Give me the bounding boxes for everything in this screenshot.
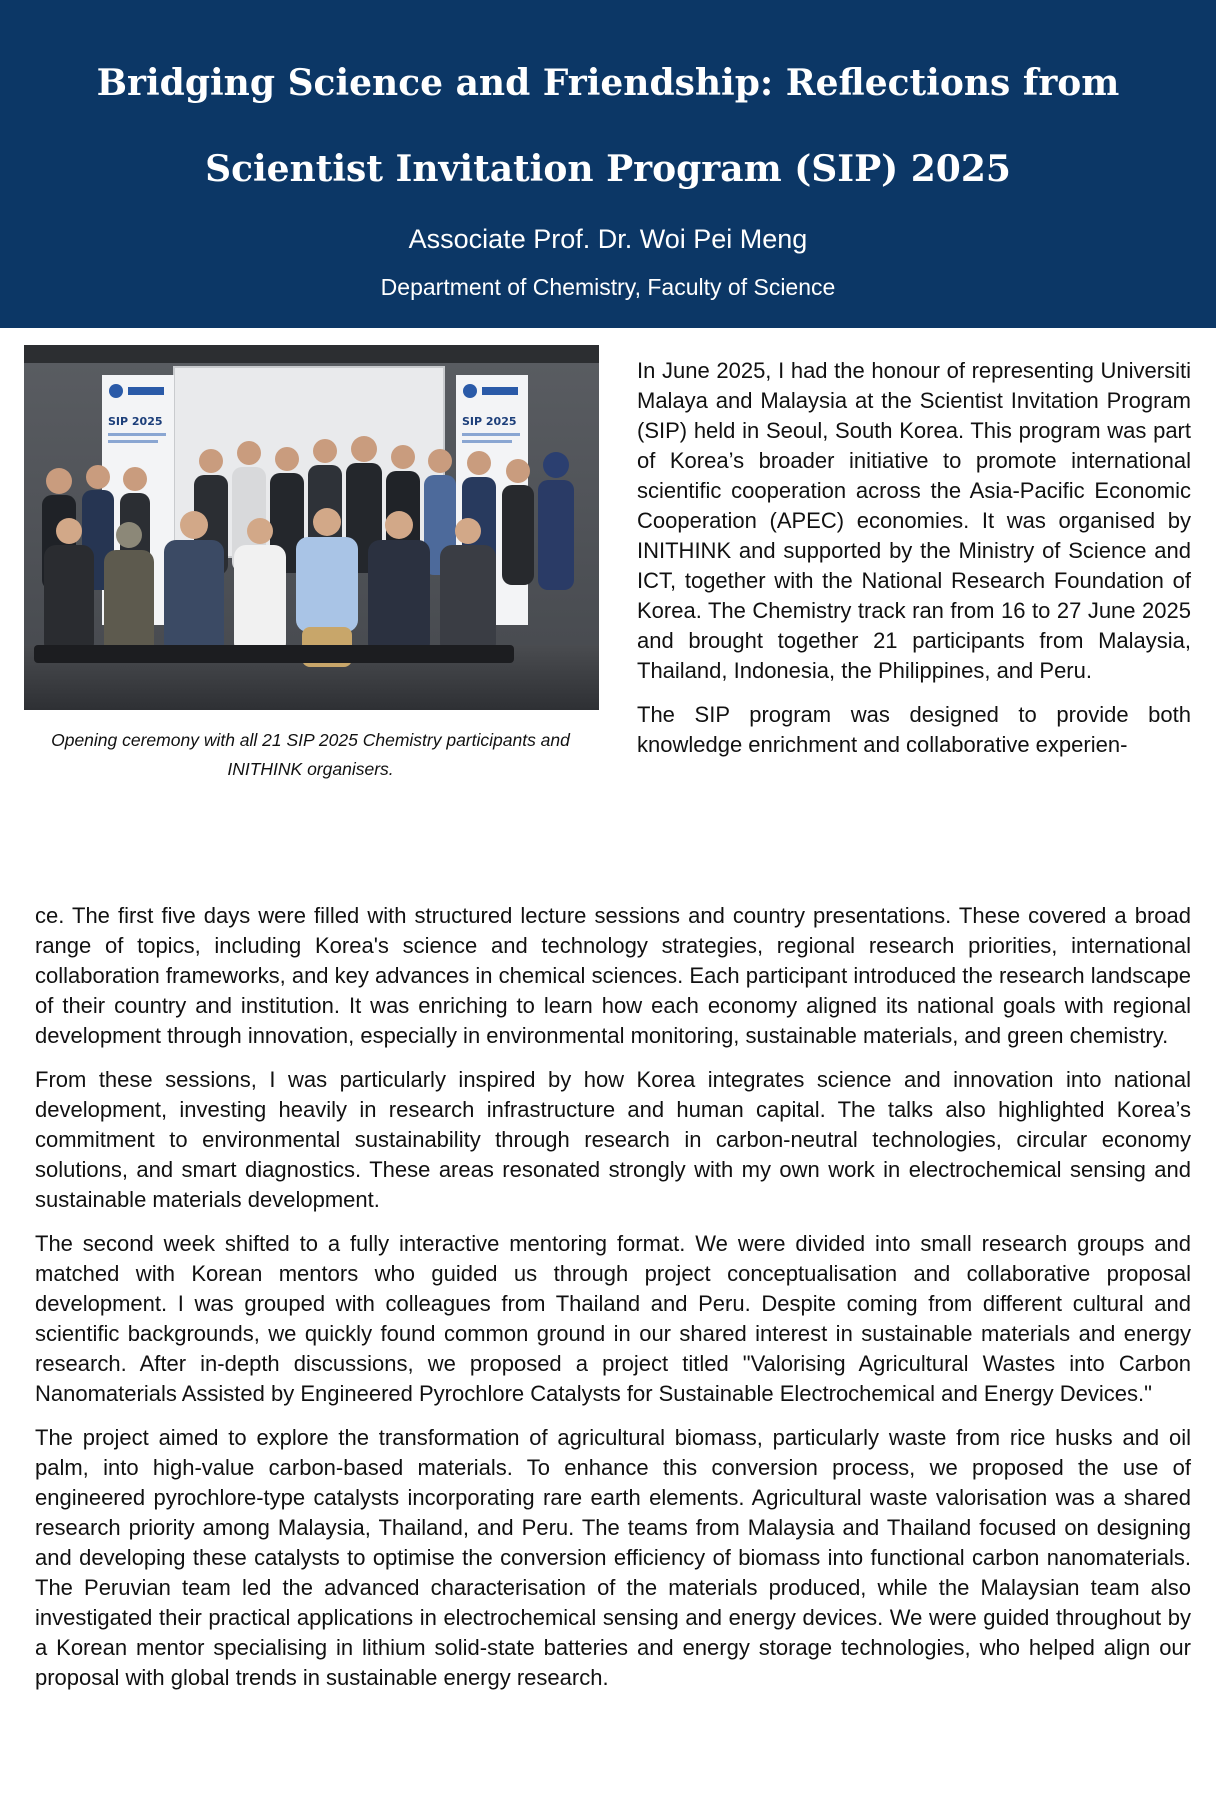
banner-left-label: SIP 2025: [108, 415, 163, 428]
banner-right-label: SIP 2025: [462, 415, 517, 428]
article-body-full-width: [35, 901, 1191, 1693]
photo-caption: Opening ceremony with all 21 SIP 2025 Chemistry participants and INITHINK organisers.: [51, 730, 570, 779]
group-photo: [24, 345, 599, 710]
paragraph-6: The project aimed to explore the transformation of agricultural biomass, particularly waste from rice husks and oil palm, into high-value carbon-based materials. To enhance this conversion process, we proposed the use of engineered pyrochlore-type catalysts incorporating rare earth elements. Agricultural waste valorisation was a shared research priority among Malaysia, Thailand, and Peru. The teams from Malaysia and Thailand focused on designing and developing these catalysts to optimise the conversion efficiency of biomass into functional carbon nanomaterials. The Peruvian team led the advanced characterisation of the materials produced, while the Malaysian team also investigated their practical applications in electrochemical sensing and energy devices. We were guided throughout by a Korean mentor specialising in lithium solid-state batteries and energy storage technologies, who helped align our proposal with global trends in sustainable energy research.: [35, 1425, 1191, 1690]
paragraph-2: The SIP program was designed to provide both knowledge enrichment and collaborative experien-: [637, 702, 1191, 757]
article-header: [0, 0, 1216, 328]
paragraph-1: In June 2025, I had the honour of representing Universiti Malaya and Malaysia at the Scientist Invitation Program (SIP) held in Seoul, South Korea. This program was part of Korea’s broader initiative to promote international scientific cooperation across the Asia-Pacific Economic Cooperation (APEC) economies. It was organised by INITHINK and supported by the Ministry of Science and ICT, together with the National Research Foundation of Korea. The Chemistry track ran from 16 to 27 June 2025 and brought together 21 participants from Malaysia, Thailand, Indonesia, the Philippines, and Peru.: [637, 358, 1191, 683]
paragraph-4: From these sessions, I was particularly inspired by how Korea integrates science and innovation into national development, investing heavily in research infrastructure and human capital. The talks also highlighted Korea’s commitment to environmental sustainability through research in carbon-neutral technologies, circular economy solutions, and smart diagnostics. These areas resonated strongly with my own work in electrochemical sensing and sustainable materials development.: [35, 1067, 1191, 1212]
paragraph-5: The second week shifted to a fully interactive mentoring format. We were divided into small research groups and matched with Korean mentors who guided us through project conceptualisation and collaborative proposal development. I was grouped with colleagues from Thailand and Peru. Despite coming from different cultural and scientific backgrounds, we quickly found common ground in our shared interest in sustainable materials and energy research. After in-depth discussions, we proposed a project titled "Valorising Agricultural Wastes into Carbon Nanomaterials Assisted by Engineered Pyrochlore Catalysts for Sustainable Electrochemical and Energy Devices.": [35, 1231, 1191, 1406]
author-name: Associate Prof. Dr. Woi Pei Meng: [408, 224, 808, 254]
article-body-right-column: [637, 356, 1191, 760]
paragraph-3: ce. The first five days were filled with structured lecture sessions and country presentations. These covered a broad range of topics, including Korea's science and technology strategies, regional research priorities, international collaboration frameworks, and key advances in chemical sciences. Each participant introduced the research landscape of their country and institution. It was enriching to learn how each economy aligned its national goals with regional development through innovation, especially in environmental monitoring, sustainable materials, and green chemistry.: [35, 903, 1191, 1048]
author-department: Department of Chemistry, Faculty of Science: [380, 274, 836, 300]
article-title: Bridging Science and Friendship: Reflections from Scientist Invitation Program (SIP) 2025: [96, 62, 1120, 190]
group-photo-illustration: [24, 345, 599, 710]
